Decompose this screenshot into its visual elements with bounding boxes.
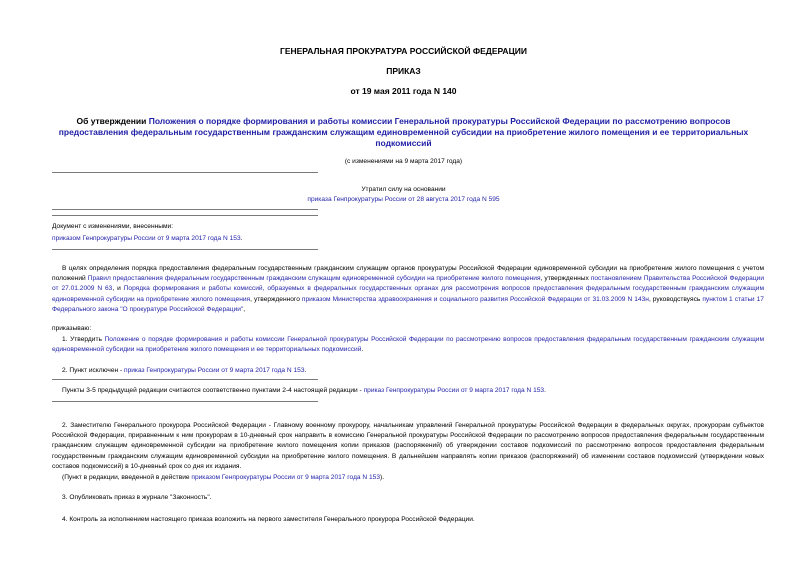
document-title xyxy=(52,116,755,149)
organization-heading: ГЕНЕРАЛЬНАЯ ПРОКУРАТУРА РОССИЙСКОЙ ФЕДЕРАЦИИ xyxy=(280,46,527,56)
divider xyxy=(52,401,318,402)
expired-line: Утратил силу на основании xyxy=(361,186,446,193)
excluded-link[interactable]: приказ Генпрокуратуры России от 9 марта 2017 года N 153 xyxy=(124,367,305,374)
federal-law-link[interactable]: пунктом 1 статьи 17 Федерального закона "О прокуратуре Российской Федерации" xyxy=(52,295,764,313)
doc-changes-link[interactable]: приказом Генпрокуратуры России от 9 марта 2017 года N 153 xyxy=(52,235,241,242)
doc-changes-line xyxy=(52,234,242,243)
item-1 xyxy=(52,335,764,355)
doc-changes-suffix: . xyxy=(240,235,243,242)
changes-note: (с изменениями на 9 марта 2017 года) xyxy=(344,158,463,165)
note-text: ). xyxy=(380,474,385,481)
document-type: ПРИКАЗ xyxy=(386,66,421,76)
regulation-link[interactable]: Положение о порядке формирования и работы комиссии Генеральной прокуратуры Российской Федерации по рассмотрению вопросов предоставления федеральным государственным гражданским служащим единовременной субсидии на приобретение жилого помещения и ее территориальных подкомиссий xyxy=(52,336,764,354)
preamble-text: , утвержденного xyxy=(250,295,302,303)
item-2-excluded xyxy=(62,366,306,375)
divider xyxy=(52,249,318,250)
title-prefix: Об утверждении xyxy=(76,116,149,126)
item-2-note xyxy=(62,473,384,482)
orders-word: приказываю: xyxy=(52,325,92,332)
government-decree-link[interactable]: постановлением Правительства Российской Федерации от 27.01.2009 N 63 xyxy=(52,275,764,293)
divider xyxy=(52,209,318,210)
preamble-paragraph xyxy=(52,264,764,315)
item-4: 4. Контроль за исполнением настоящего приказа возложить на первого заместителя Генерального прокурора Российской Федерации. xyxy=(62,516,475,523)
rules-link[interactable]: Правил предоставления федеральным государственным гражданским служащим единовременной субсидии на приобретение жилого помещения xyxy=(87,275,541,283)
item-text: 2. Пункт исключен - xyxy=(62,367,125,374)
renumbering-note xyxy=(62,386,546,395)
divider xyxy=(52,379,318,380)
preamble-text: , и xyxy=(112,285,124,293)
item-text: 1. Утвердить xyxy=(62,336,105,343)
note-text: Пункты 3-5 предыдущей редакции считаются соответственно пунктами 2-4 настоящей редакции - xyxy=(62,387,364,394)
divider xyxy=(52,172,318,173)
doc-changes-label: Документ с изменениями, внесенными: xyxy=(52,223,174,230)
renumbering-link[interactable]: приказ Генпрокуратуры России от 9 марта 2017 года N 153 xyxy=(363,387,545,394)
expired-link[interactable]: приказа Генпрокуратуры России от 28 августа 2017 года N 595 xyxy=(307,196,500,203)
preamble-text: , xyxy=(243,305,246,313)
item-text: . xyxy=(361,346,364,354)
note-text: . xyxy=(544,387,546,394)
item-text: . xyxy=(304,367,307,374)
item-2: 2. Заместителю Генерального прокурора Российской Федерации - Главному военному прокурору, начальникам управлений Генеральной прокуратуры Российской Федерации в федеральных округах, прокурорам субъектов Российской Федерации, приравненным к ним прокурорам в 10-дневный срок направить в комиссию Генеральной прокуратуры Российской Федерации по рассмотрению вопросов предоставления федеральным государственным гражданским служащим единовременной субсидии на приобретение жилого помещения копии приказов (распоряжений) об утверждении составов подкомиссий по рассмотрению вопросов предоставления федеральным государственным гражданским служащим единовременной субсидии на приобретение жилого помещения. В дальнейшем направлять копии приказов (распоряжений) об изменении составов подкомиссий (утверждении новых составов подкомиссий) в 10-дневный срок со дня их издания. xyxy=(52,422,764,470)
title-link[interactable]: Положения о порядке формирования и работы комиссии Генеральной прокуратуры Российской Федерации по рассмотрению вопросов предоставления федеральным государственным гражданским служащим единовременной субсидии на приобретение жилого помещения и ее территориальных подкомиссий xyxy=(58,116,749,148)
preamble-text: , утвержденных xyxy=(540,275,591,283)
item-2-note-link[interactable]: приказом Генпрокуратуры России от 9 марта 2017 года N 153 xyxy=(191,474,381,481)
procedure-link[interactable]: Порядка формирования и работы комиссий, образуемых в федеральных государственных органах для рассмотрения вопросов предоставления федеральным государственным гражданским служащим единовременной субсидии на приобретение жилого помещения xyxy=(52,285,764,303)
divider xyxy=(52,215,318,216)
note-text: (Пункт в редакции, введенной в действие xyxy=(62,474,192,481)
preamble-text: , руководствуясь xyxy=(648,295,703,303)
document-date: от 19 мая 2011 года N 140 xyxy=(350,86,457,96)
ministry-order-link[interactable]: приказом Министерства здравоохранения и социального развития Российской Федерации от 31.03.2009 N 143н xyxy=(301,295,649,303)
item-3: 3. Опубликовать приказ в журнале "Законность". xyxy=(62,494,212,501)
preamble-text: В целях определения порядка предоставления федеральным государственным гражданским служащим органов прокуратуры Российской Федерации единовременной субсидии на приобретение жилого помещения с учетом положений xyxy=(52,265,764,283)
